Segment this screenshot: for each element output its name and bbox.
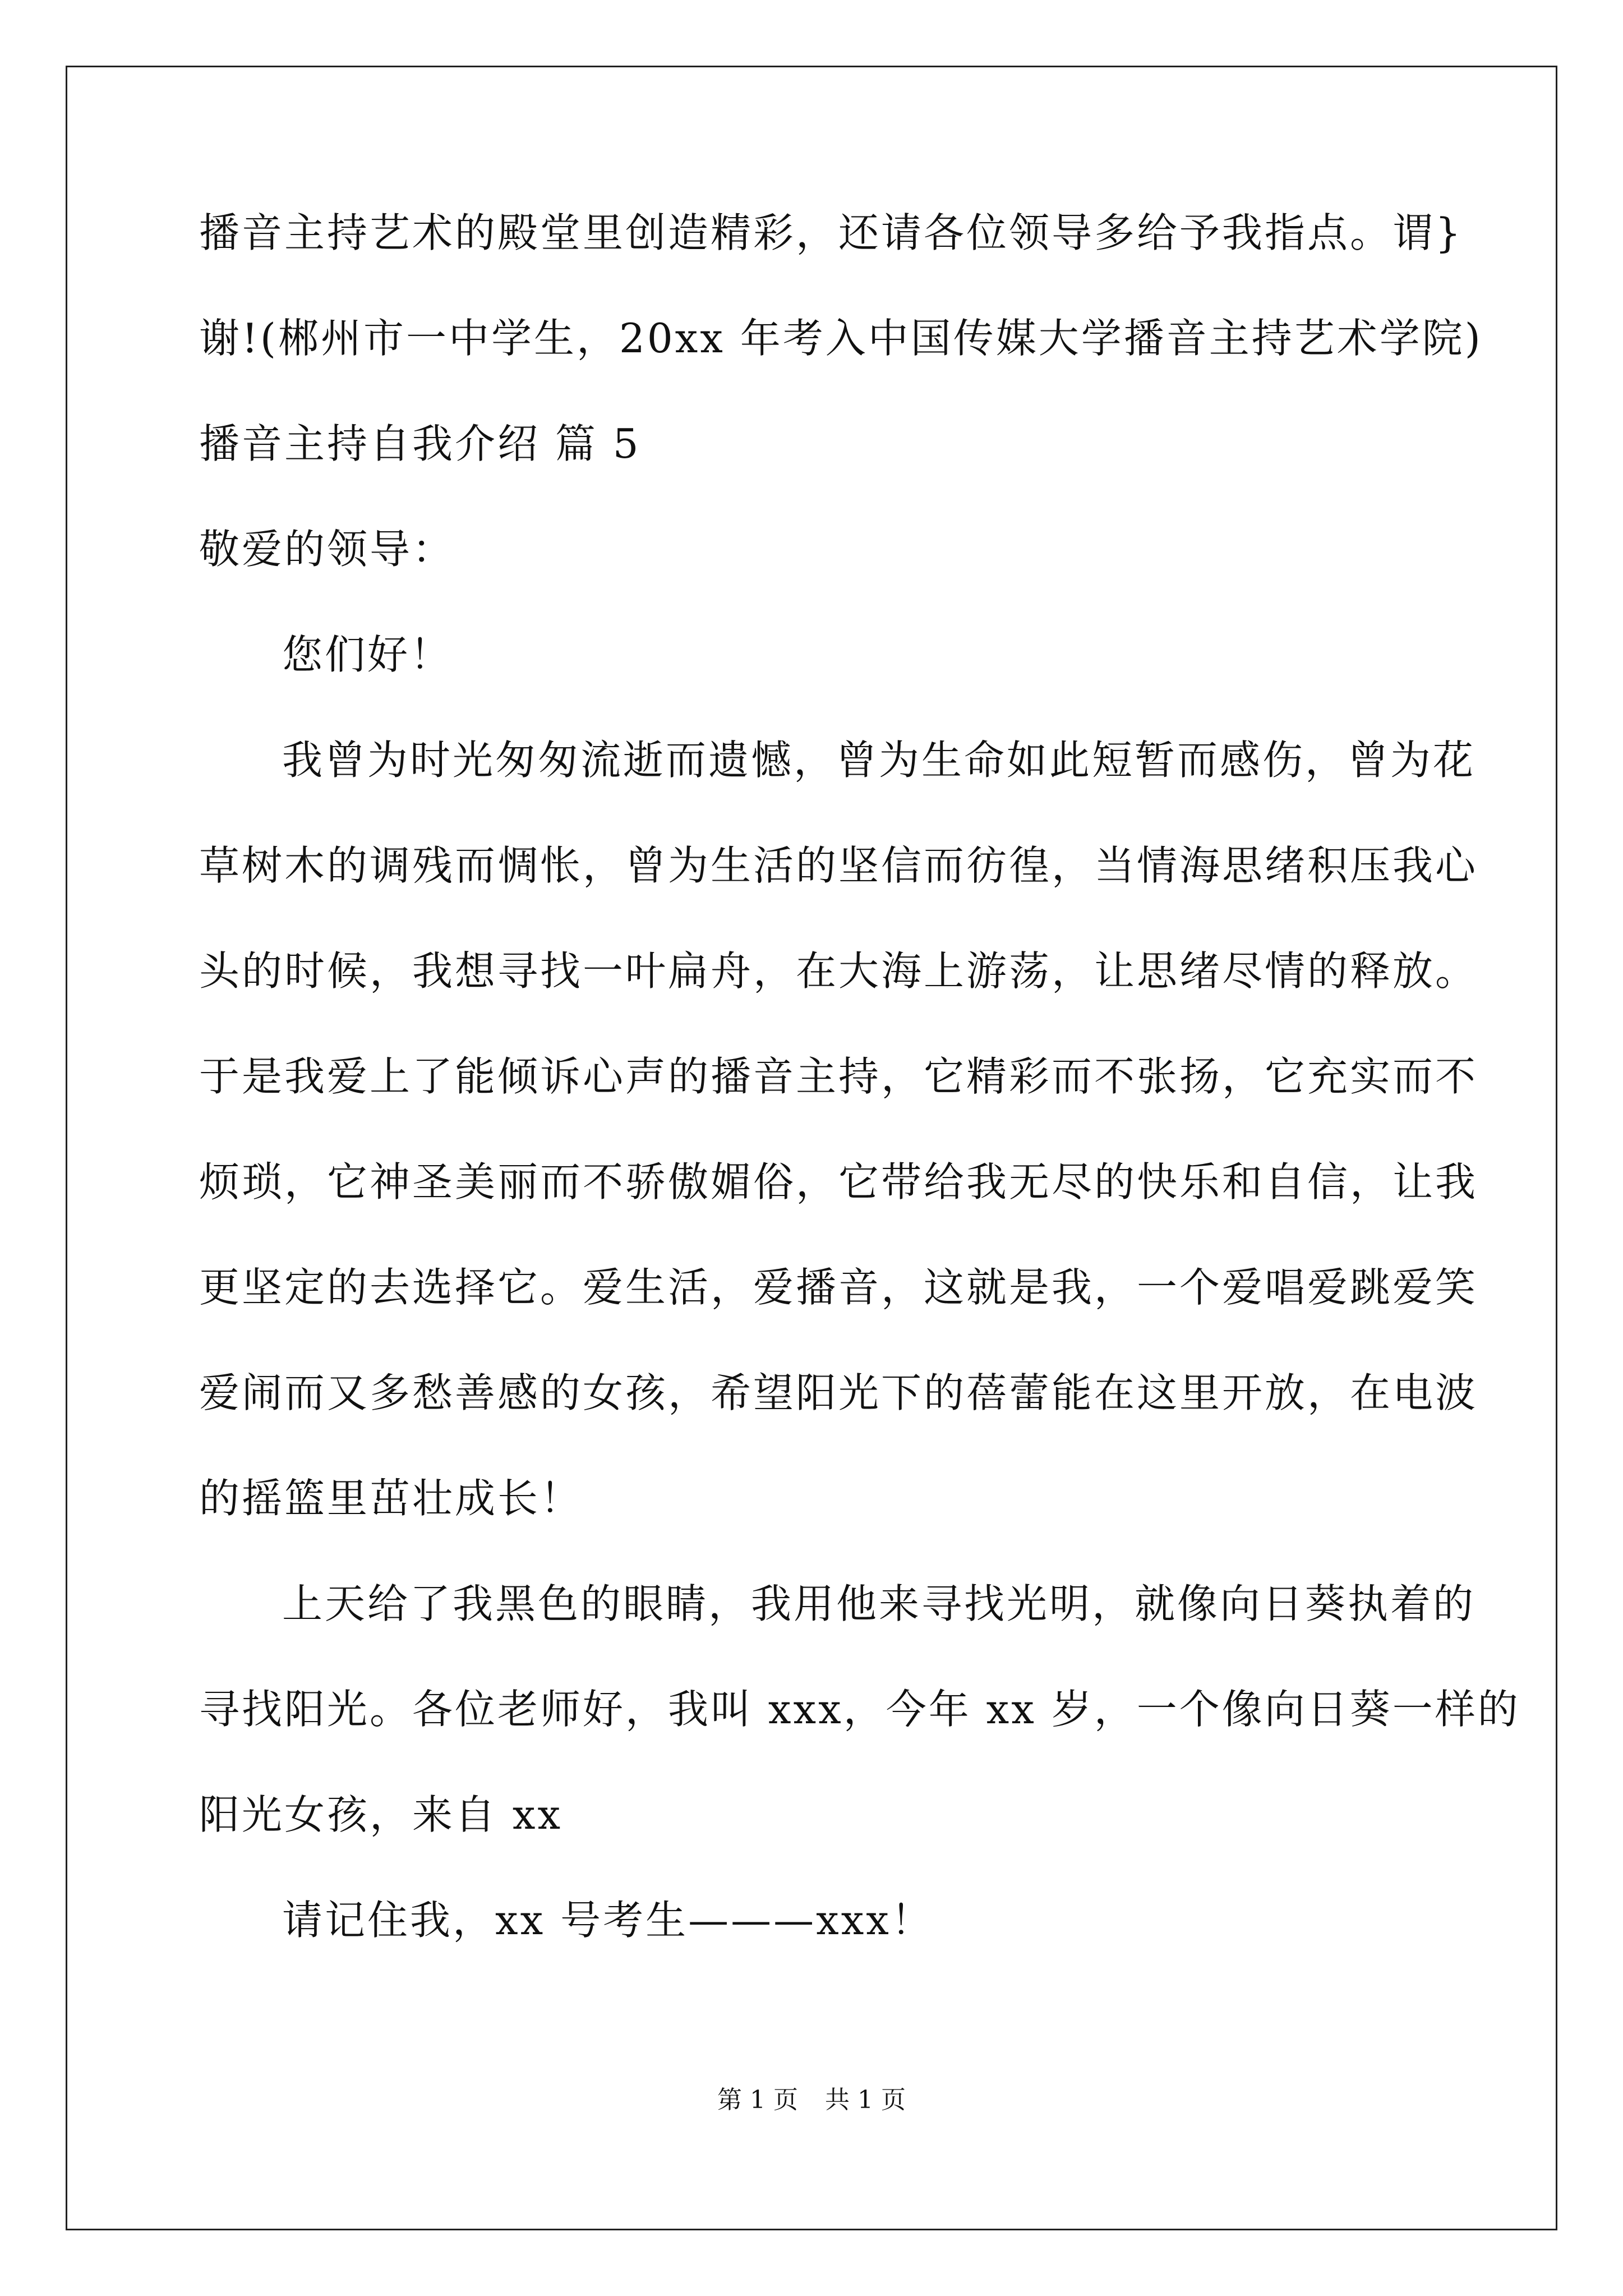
text-line: 上天给了我黑色的眼睛，我用他来寻找光明，就像向日葵执着的	[282, 1580, 1476, 1627]
text-line: 头的时候，我想寻找一叶扁舟，在大海上游荡，让思绪尽情的释放。	[199, 947, 1478, 995]
text-line: 寻找阳光。各位老师好，我叫 xxx，今年 xx 岁，一个像向日葵一样的	[199, 1686, 1520, 1733]
text-line: 播音主持艺术的殿堂里创造精彩，还请各位领导多给予我指点。谓}	[199, 209, 1463, 256]
greeting: 您们好！	[282, 631, 453, 678]
page-number: 第 1 页	[717, 2086, 798, 2114]
text-line: 草树木的调残而惆怅，曾为生活的坚信而彷徨，当情海思绪积压我心	[199, 842, 1478, 889]
text-line: 更坚定的去选择它。爱生活，爱播音，这就是我，一个爱唱爱跳爱笑	[199, 1264, 1478, 1311]
text-line: 的摇篮里茁壮成长！	[199, 1475, 583, 1522]
page-footer	[0, 2085, 1623, 2116]
text-line: 谢!(郴州市一中学生，20xx 年考入中国传媒大学播音主持艺术学院)	[199, 315, 1483, 362]
closing-line: 请记住我，xx 号考生———xxx！	[282, 1897, 934, 1944]
text-line: 烦琐，它神圣美丽而不骄傲媚俗，它带给我无尽的快乐和自信，让我	[199, 1158, 1478, 1205]
text-line: 阳光女孩，来自 xx	[199, 1791, 563, 1838]
text-line: 我曾为时光匆匆流逝而遗憾，曾为生命如此短暂而感伤，曾为花	[282, 737, 1476, 784]
text-line: 于是我爱上了能倾诉心声的播音主持，它精彩而不张扬，它充实而不	[199, 1053, 1478, 1100]
salutation: 敬爱的领导：	[199, 526, 455, 573]
section-heading: 播音主持自我介绍 篇 5	[199, 420, 641, 467]
text-line: 爱闹而又多愁善感的女孩，希望阳光下的蓓蕾能在这里开放，在电波	[199, 1369, 1478, 1416]
page-total: 共 1 页	[825, 2086, 906, 2114]
